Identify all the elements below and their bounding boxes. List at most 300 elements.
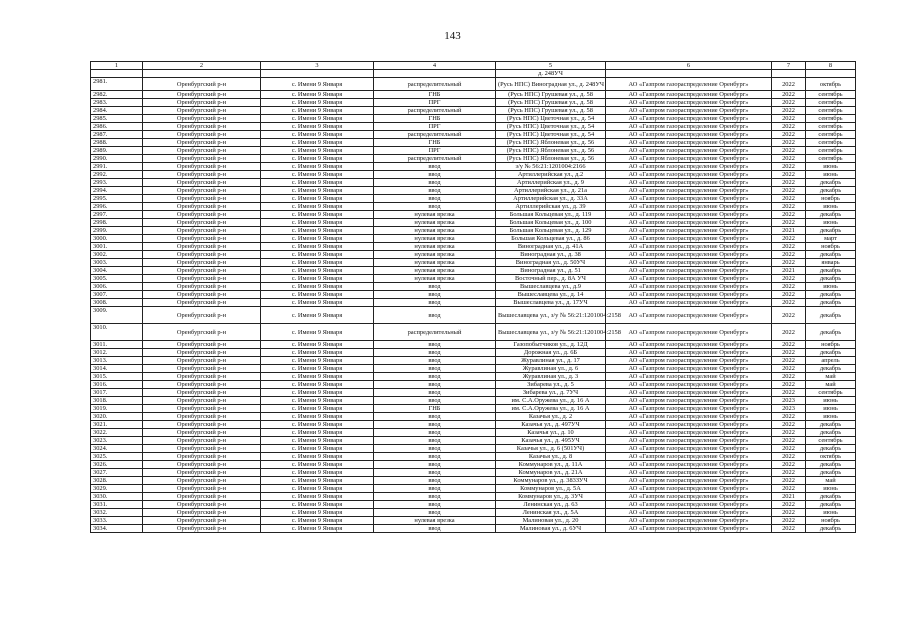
district-cell: Оренбургский р-н	[143, 357, 261, 365]
address-cell: Виноградная ул., д. 50УЧ	[496, 259, 606, 267]
settlement-cell: с. Имени 9 Января	[261, 78, 374, 91]
organization-cell: АО «Газпром газораспределение Оренбург»	[606, 283, 772, 291]
month-cell: ноябрь	[806, 341, 856, 349]
table-row	[91, 155, 856, 163]
settlement-cell: с. Имени 9 Января	[261, 405, 374, 413]
work-type-cell: ввод	[374, 341, 496, 349]
organization-cell: АО «Газпром газораспределение Оренбург»	[606, 91, 772, 99]
month-cell: сентябрь	[806, 99, 856, 107]
month-cell: декабрь	[806, 275, 856, 283]
district-cell: Оренбургский р-н	[143, 139, 261, 147]
settlement-cell: с. Имени 9 Января	[261, 437, 374, 445]
year-cell: 2022	[772, 453, 806, 461]
year-cell: 2022	[772, 437, 806, 445]
address-cell: Вышеславцева ул., д.9	[496, 283, 606, 291]
work-type-cell: ввод	[374, 163, 496, 171]
table-row	[91, 275, 856, 283]
settlement-cell: с. Имени 9 Января	[261, 485, 374, 493]
month-cell: июнь	[806, 413, 856, 421]
district-cell: Оренбургский р-н	[143, 397, 261, 405]
address-cell: (Русь НПС) Цветочная ул., д. 54	[496, 131, 606, 139]
table-row	[91, 243, 856, 251]
month-cell: июнь	[806, 203, 856, 211]
district-cell: Оренбургский р-н	[143, 469, 261, 477]
row-number: 3034.	[91, 525, 143, 533]
work-type-cell: ввод	[374, 291, 496, 299]
table-row	[91, 453, 856, 461]
work-type-cell: нулевая врезка	[374, 267, 496, 275]
organization-cell: АО «Газпром газораспределение Оренбург»	[606, 485, 772, 493]
row-number: 2985.	[91, 115, 143, 123]
year-cell: 2022	[772, 251, 806, 259]
district-cell: Оренбургский р-н	[143, 115, 261, 123]
work-type-cell: ввод	[374, 429, 496, 437]
year-cell: 2022	[772, 131, 806, 139]
month-cell: декабрь	[806, 525, 856, 533]
settlement-cell: с. Имени 9 Января	[261, 171, 374, 179]
district-cell: Оренбургский р-н	[143, 437, 261, 445]
settlement-cell: с. Имени 9 Января	[261, 413, 374, 421]
table-row	[91, 139, 856, 147]
row-number: 3018.	[91, 397, 143, 405]
table-row	[91, 195, 856, 203]
organization-cell: АО «Газпром газораспределение Оренбург»	[606, 445, 772, 453]
district-cell: Оренбургский р-н	[143, 259, 261, 267]
year-cell: 2022	[772, 283, 806, 291]
organization-cell: АО «Газпром газораспределение Оренбург»	[606, 147, 772, 155]
organization-cell: АО «Газпром газораспределение Оренбург»	[606, 203, 772, 211]
work-type-cell: ГНБ	[374, 91, 496, 99]
month-cell: март	[806, 235, 856, 243]
row-number: 3023.	[91, 437, 143, 445]
district-cell: Оренбургский р-н	[143, 211, 261, 219]
work-type-cell: распределительный	[374, 155, 496, 163]
work-type-cell: ввод	[374, 381, 496, 389]
table-row	[91, 123, 856, 131]
table-row	[91, 509, 856, 517]
work-type-cell: ПРГ	[374, 123, 496, 131]
settlement-cell: с. Имени 9 Января	[261, 525, 374, 533]
settlement-cell: с. Имени 9 Января	[261, 365, 374, 373]
year-cell: 2022	[772, 78, 806, 91]
year-cell: 2023	[772, 397, 806, 405]
month-cell: декабрь	[806, 324, 856, 341]
row-number: 3013.	[91, 357, 143, 365]
organization-cell: АО «Газпром газораспределение Оренбург»	[606, 211, 772, 219]
column-number-row	[91, 62, 856, 70]
column-number: 8	[806, 62, 856, 70]
district-cell: Оренбургский р-н	[143, 163, 261, 171]
address-cell: Артиллерийская ул., д.2	[496, 171, 606, 179]
year-cell: 2022	[772, 299, 806, 307]
page-number: 143	[444, 30, 461, 42]
district-cell: Оренбургский р-н	[143, 123, 261, 131]
gas-connection-register-table	[90, 61, 856, 533]
organization-cell: АО «Газпром газораспределение Оренбург»	[606, 107, 772, 115]
table-row	[91, 405, 856, 413]
work-type-cell: ввод	[374, 421, 496, 429]
address-cell: Виноградная ул., д. 51	[496, 267, 606, 275]
table-row	[91, 381, 856, 389]
table-row	[91, 147, 856, 155]
organization-cell: АО «Газпром газораспределение Оренбург»	[606, 131, 772, 139]
row-number: 3031.	[91, 501, 143, 509]
work-type-cell: нулевая врезка	[374, 219, 496, 227]
month-cell: сентябрь	[806, 131, 856, 139]
address-cell: Виноградная ул., д. 41А	[496, 243, 606, 251]
settlement-cell: с. Имени 9 Января	[261, 275, 374, 283]
organization-cell: АО «Газпром газораспределение Оренбург»	[606, 429, 772, 437]
work-type-cell: ввод	[374, 171, 496, 179]
row-number: 3020.	[91, 413, 143, 421]
settlement-cell: с. Имени 9 Января	[261, 99, 374, 107]
row-number: 2998.	[91, 219, 143, 227]
row-number: 2995.	[91, 195, 143, 203]
organization-cell: АО «Газпром газораспределение Оренбург»	[606, 219, 772, 227]
year-cell: 2022	[772, 349, 806, 357]
row-number: 2988.	[91, 139, 143, 147]
settlement-cell: с. Имени 9 Января	[261, 195, 374, 203]
district-cell: Оренбургский р-н	[143, 78, 261, 91]
row-number: 3009.	[91, 307, 143, 324]
month-cell: сентябрь	[806, 115, 856, 123]
organization-cell: АО «Газпром газораспределение Оренбург»	[606, 275, 772, 283]
row-number: 2983.	[91, 99, 143, 107]
table-row	[91, 99, 856, 107]
row-number: 2996.	[91, 203, 143, 211]
month-cell: ноябрь	[806, 517, 856, 525]
year-cell: 2022	[772, 147, 806, 155]
work-type-cell: ГНБ	[374, 405, 496, 413]
work-type-cell: ввод	[374, 179, 496, 187]
row-number: 2999.	[91, 227, 143, 235]
settlement-cell: с. Имени 9 Января	[261, 91, 374, 99]
settlement-cell: с. Имени 9 Января	[261, 115, 374, 123]
year-cell: 2022	[772, 291, 806, 299]
row-number: 2981.	[91, 78, 143, 91]
settlement-cell: с. Имени 9 Января	[261, 283, 374, 291]
row-number: 3029.	[91, 485, 143, 493]
table-row	[91, 107, 856, 115]
row-number: 2994.	[91, 187, 143, 195]
settlement-cell: с. Имени 9 Января	[261, 341, 374, 349]
organization-cell: АО «Газпром газораспределение Оренбург»	[606, 115, 772, 123]
address-cell: (Русь НПС) Яблоневая ул., д. 56	[496, 147, 606, 155]
month-cell: июнь	[806, 283, 856, 291]
organization-cell: АО «Газпром газораспределение Оренбург»	[606, 163, 772, 171]
address-cell: (Русь НПС) Яблоневая ул., д. 56	[496, 155, 606, 163]
address-cell: Артиллерийская ул., д. 33А	[496, 195, 606, 203]
settlement-cell: с. Имени 9 Января	[261, 227, 374, 235]
work-type-cell: ввод	[374, 469, 496, 477]
month-cell: январь	[806, 259, 856, 267]
year-cell: 2022	[772, 389, 806, 397]
row-number: 2990.	[91, 155, 143, 163]
row-number: 2993.	[91, 179, 143, 187]
organization-cell: АО «Газпром газораспределение Оренбург»	[606, 259, 772, 267]
settlement-cell: с. Имени 9 Января	[261, 155, 374, 163]
table-row	[91, 251, 856, 259]
organization-cell: АО «Газпром газораспределение Оренбург»	[606, 413, 772, 421]
settlement-cell: с. Имени 9 Января	[261, 251, 374, 259]
month-cell: декабрь	[806, 421, 856, 429]
organization-cell: АО «Газпром газораспределение Оренбург»	[606, 235, 772, 243]
address-cell: Виноградная ул., д. 38	[496, 251, 606, 259]
address-cell: з/у № 56:21:1201004:2166	[496, 163, 606, 171]
table-row	[91, 235, 856, 243]
year-cell: 2022	[772, 187, 806, 195]
table-row	[91, 131, 856, 139]
district-cell: Оренбургский р-н	[143, 509, 261, 517]
district-cell: Оренбургский р-н	[143, 517, 261, 525]
year-cell: 2022	[772, 461, 806, 469]
work-type-cell: ввод	[374, 283, 496, 291]
address-cell: им. С.А.Оружева ул., д. 16 А	[496, 405, 606, 413]
organization-cell: АО «Газпром газораспределение Оренбург»	[606, 517, 772, 525]
work-type-cell: ввод	[374, 349, 496, 357]
organization-cell: АО «Газпром газораспределение Оренбург»	[606, 373, 772, 381]
address-cell: Вышеславцева ул., д. 14	[496, 291, 606, 299]
district-cell: Оренбургский р-н	[143, 485, 261, 493]
organization-cell: АО «Газпром газораспределение Оренбург»	[606, 227, 772, 235]
month-cell: декабрь	[806, 307, 856, 324]
month-cell: декабрь	[806, 227, 856, 235]
settlement-cell: с. Имени 9 Января	[261, 219, 374, 227]
year-cell: 2022	[772, 517, 806, 525]
table-row	[91, 115, 856, 123]
district-cell: Оренбургский р-н	[143, 324, 261, 341]
settlement-cell: с. Имени 9 Января	[261, 477, 374, 485]
district-cell: Оренбургский р-н	[143, 413, 261, 421]
district-cell: Оренбургский р-н	[143, 227, 261, 235]
table-row	[91, 357, 856, 365]
settlement-cell: с. Имени 9 Января	[261, 517, 374, 525]
month-cell: сентябрь	[806, 107, 856, 115]
year-cell: 2021	[772, 227, 806, 235]
settlement-cell: с. Имени 9 Января	[261, 107, 374, 115]
organization-cell: АО «Газпром газораспределение Оренбург»	[606, 187, 772, 195]
month-cell: сентябрь	[806, 139, 856, 147]
district-cell: Оренбургский р-н	[143, 445, 261, 453]
month-cell: октябрь	[806, 453, 856, 461]
district-cell: Оренбургский р-н	[143, 299, 261, 307]
district-cell: Оренбургский р-н	[143, 429, 261, 437]
row-number: 3026.	[91, 461, 143, 469]
organization-cell: АО «Газпром газораспределение Оренбург»	[606, 307, 772, 324]
district-cell: Оренбургский р-н	[143, 107, 261, 115]
month-cell	[806, 70, 856, 78]
settlement-cell: с. Имени 9 Января	[261, 445, 374, 453]
row-number: 3005.	[91, 275, 143, 283]
table-row	[91, 203, 856, 211]
year-cell: 2022	[772, 91, 806, 99]
work-type-cell: ввод	[374, 397, 496, 405]
table-row	[91, 461, 856, 469]
address-cell: Казачья ул., д. 495УЧ	[496, 437, 606, 445]
address-cell: им. С.А.Оружева ул., д. 16 А	[496, 397, 606, 405]
district-cell: Оренбургский р-н	[143, 501, 261, 509]
year-cell: 2022	[772, 413, 806, 421]
settlement-cell: с. Имени 9 Января	[261, 291, 374, 299]
district-cell: Оренбургский р-н	[143, 195, 261, 203]
row-number: 2987.	[91, 131, 143, 139]
district-cell: Оренбургский р-н	[143, 203, 261, 211]
work-type-cell: ввод	[374, 299, 496, 307]
organization-cell: АО «Газпром газораспределение Оренбург»	[606, 139, 772, 147]
address-cell: Коммунаров ул., д. 21А	[496, 469, 606, 477]
table-row	[91, 525, 856, 533]
work-type-cell: ввод	[374, 389, 496, 397]
table-body	[91, 62, 856, 533]
district-cell: Оренбургский р-н	[143, 477, 261, 485]
month-cell: декабрь	[806, 179, 856, 187]
district-cell: Оренбургский р-н	[143, 381, 261, 389]
month-cell: декабрь	[806, 493, 856, 501]
table-row	[91, 445, 856, 453]
organization-cell: АО «Газпром газораспределение Оренбург»	[606, 421, 772, 429]
table-row	[91, 517, 856, 525]
address-cell: Малиновая ул., д. 20	[496, 517, 606, 525]
settlement-cell: с. Имени 9 Января	[261, 397, 374, 405]
month-cell: ноябрь	[806, 195, 856, 203]
table-row	[91, 349, 856, 357]
settlement-cell: с. Имени 9 Января	[261, 493, 374, 501]
organization-cell	[606, 70, 772, 78]
address-cell: Малиновая ул., д. 6УЧ	[496, 525, 606, 533]
month-cell: июнь	[806, 163, 856, 171]
address-cell: Журавлиная ул., д. 3	[496, 373, 606, 381]
organization-cell: АО «Газпром газораспределение Оренбург»	[606, 381, 772, 389]
settlement-cell: с. Имени 9 Января	[261, 203, 374, 211]
month-cell: июнь	[806, 397, 856, 405]
organization-cell: АО «Газпром газораспределение Оренбург»	[606, 453, 772, 461]
address-cell: Артиллерийская ул., д. 9	[496, 179, 606, 187]
district-cell: Оренбургский р-н	[143, 219, 261, 227]
table-row	[91, 421, 856, 429]
organization-cell: АО «Газпром газораспределение Оренбург»	[606, 251, 772, 259]
year-cell: 2022	[772, 195, 806, 203]
address-cell: (Русь НПС) Грушевая ул., д. 58	[496, 99, 606, 107]
work-type-cell: ввод	[374, 413, 496, 421]
settlement-cell: с. Имени 9 Января	[261, 421, 374, 429]
work-type-cell: ввод	[374, 453, 496, 461]
district-cell: Оренбургский р-н	[143, 373, 261, 381]
year-cell: 2022	[772, 259, 806, 267]
address-cell: Большая Кольцевая ул., д. 129	[496, 227, 606, 235]
organization-cell: АО «Газпром газораспределение Оренбург»	[606, 243, 772, 251]
row-number: 3006.	[91, 283, 143, 291]
organization-cell: АО «Газпром газораспределение Оренбург»	[606, 179, 772, 187]
settlement-cell: с. Имени 9 Января	[261, 381, 374, 389]
settlement-cell: с. Имени 9 Января	[261, 373, 374, 381]
column-number: 2	[143, 62, 261, 70]
work-type-cell: нулевая врезка	[374, 243, 496, 251]
column-number: 4	[374, 62, 496, 70]
row-number: 3021.	[91, 421, 143, 429]
settlement-cell: с. Имени 9 Января	[261, 267, 374, 275]
address-cell: Дорожная ул., д. 6Б	[496, 349, 606, 357]
settlement-cell: с. Имени 9 Января	[261, 187, 374, 195]
address-cell: (Русь НПС) Цветочная ул., д. 54	[496, 115, 606, 123]
row-number: 3019.	[91, 405, 143, 413]
row-number: 3004.	[91, 267, 143, 275]
year-cell: 2022	[772, 341, 806, 349]
district-cell: Оренбургский р-н	[143, 243, 261, 251]
month-cell: декабрь	[806, 429, 856, 437]
month-cell: май	[806, 477, 856, 485]
settlement-cell: с. Имени 9 Января	[261, 211, 374, 219]
table-row	[91, 485, 856, 493]
table-row	[91, 171, 856, 179]
table-row	[91, 70, 856, 78]
district-cell: Оренбургский р-н	[143, 453, 261, 461]
work-type-cell: ввод	[374, 525, 496, 533]
year-cell: 2022	[772, 381, 806, 389]
organization-cell: АО «Газпром газораспределение Оренбург»	[606, 78, 772, 91]
row-number: 3002.	[91, 251, 143, 259]
district-cell: Оренбургский р-н	[143, 179, 261, 187]
organization-cell: АО «Газпром газораспределение Оренбург»	[606, 525, 772, 533]
address-cell: Большая Кольцевая ул., д. 119	[496, 211, 606, 219]
address-cell: Артиллерийская ул., д. 21а	[496, 187, 606, 195]
district-cell: Оренбургский р-н	[143, 525, 261, 533]
year-cell: 2022	[772, 509, 806, 517]
table-row	[91, 259, 856, 267]
table-row	[91, 341, 856, 349]
row-number: 3025.	[91, 453, 143, 461]
table-row	[91, 267, 856, 275]
row-number: 2982.	[91, 91, 143, 99]
table-row	[91, 307, 856, 324]
month-cell: сентябрь	[806, 155, 856, 163]
settlement-cell: с. Имени 9 Января	[261, 509, 374, 517]
year-cell: 2022	[772, 501, 806, 509]
organization-cell: АО «Газпром газораспределение Оренбург»	[606, 405, 772, 413]
organization-cell: АО «Газпром газораспределение Оренбург»	[606, 357, 772, 365]
column-number: 5	[496, 62, 606, 70]
row-number: 2986.	[91, 123, 143, 131]
organization-cell: АО «Газпром газораспределение Оренбург»	[606, 437, 772, 445]
row-number: 3022.	[91, 429, 143, 437]
address-cell: Коммунаров ул., д. 11А	[496, 461, 606, 469]
month-cell: октябрь	[806, 78, 856, 91]
work-type-cell: ПРГ	[374, 99, 496, 107]
address-cell: Вышеславцева ул., д. 17УЧ	[496, 299, 606, 307]
district-cell: Оренбургский р-н	[143, 365, 261, 373]
year-cell: 2022	[772, 155, 806, 163]
row-number: 3008.	[91, 299, 143, 307]
organization-cell: АО «Газпром газораспределение Оренбург»	[606, 195, 772, 203]
table-row	[91, 291, 856, 299]
year-cell: 2022	[772, 219, 806, 227]
address-cell: Журавлиная ул., д. 17	[496, 357, 606, 365]
month-cell: сентябрь	[806, 437, 856, 445]
year-cell	[772, 70, 806, 78]
work-type-cell: нулевая врезка	[374, 517, 496, 525]
work-type-cell: ГНБ	[374, 115, 496, 123]
organization-cell: АО «Газпром газораспределение Оренбург»	[606, 341, 772, 349]
year-cell: 2022	[772, 163, 806, 171]
row-number: 2997.	[91, 211, 143, 219]
year-cell: 2022	[772, 357, 806, 365]
settlement-cell: с. Имени 9 Января	[261, 307, 374, 324]
row-number: 3017.	[91, 389, 143, 397]
table-row	[91, 493, 856, 501]
year-cell: 2022	[772, 477, 806, 485]
organization-cell: АО «Газпром газораспределение Оренбург»	[606, 461, 772, 469]
address-cell: (Русь НПС) Цветочная ул., д. 54	[496, 123, 606, 131]
year-cell: 2022	[772, 203, 806, 211]
